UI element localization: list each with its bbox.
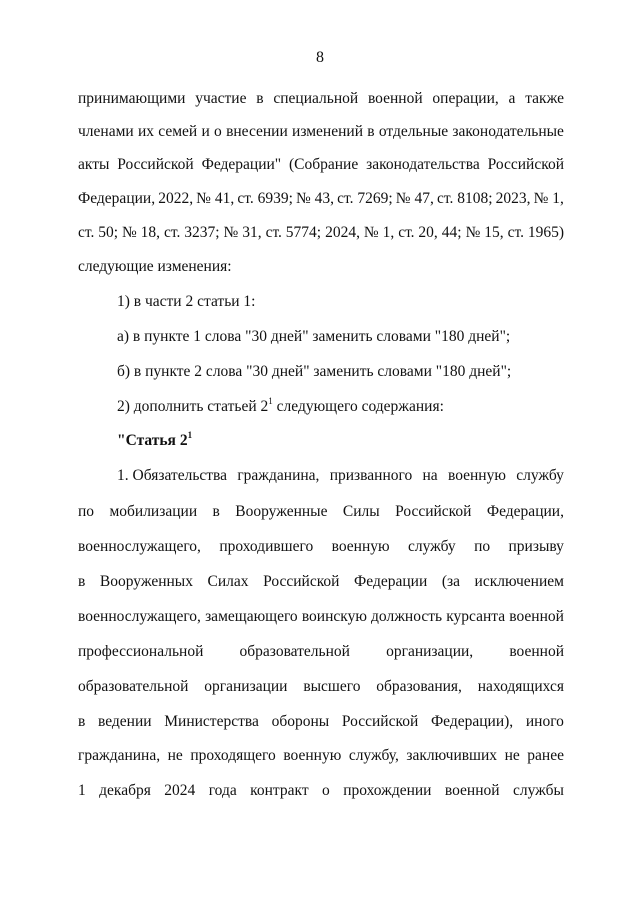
word: гражданина, bbox=[78, 747, 161, 764]
word: ст. 5774; bbox=[265, 224, 322, 241]
text-line-6: следующие изменения: bbox=[78, 258, 232, 275]
list-item-1: 1) в части 2 статьи 1: bbox=[117, 293, 256, 310]
word: также bbox=[525, 90, 564, 107]
word: обороны bbox=[271, 713, 330, 730]
word: Российской bbox=[341, 713, 419, 730]
text-line-18 bbox=[78, 677, 564, 697]
list-item-1a: а) в пункте 1 слова "30 дней" заменить словами "180 дней"; bbox=[117, 328, 511, 345]
word: в bbox=[256, 90, 264, 107]
word: ст. 6939; bbox=[237, 190, 293, 207]
text-line-3 bbox=[78, 155, 564, 175]
word: службу, bbox=[348, 747, 399, 764]
word: Вооруженных bbox=[99, 573, 193, 590]
word: иного bbox=[525, 713, 564, 730]
word: военной bbox=[367, 90, 423, 107]
word: 2024, bbox=[325, 224, 360, 241]
word: Федерации" bbox=[201, 156, 282, 173]
word: на bbox=[422, 467, 438, 484]
word: по bbox=[474, 538, 491, 555]
word: организации, bbox=[386, 643, 474, 660]
word: принимающими bbox=[78, 90, 186, 107]
word: внесении bbox=[226, 123, 288, 140]
text-line-14 bbox=[78, 537, 564, 557]
word: не bbox=[167, 747, 183, 764]
word: Вооруженные bbox=[235, 503, 328, 520]
word: 1. Обязательства bbox=[117, 467, 228, 484]
word: высшего bbox=[303, 678, 361, 695]
word: (за bbox=[441, 573, 460, 590]
word: № 18, bbox=[122, 224, 161, 241]
word: военную bbox=[447, 467, 506, 484]
word: Российской bbox=[395, 503, 472, 520]
word: Министерства bbox=[164, 713, 259, 730]
word: ст. 3237; bbox=[164, 224, 220, 241]
superscript: 1 bbox=[268, 395, 273, 406]
word: Федерации, bbox=[78, 190, 156, 207]
article-heading bbox=[117, 431, 564, 451]
text-line-2 bbox=[78, 122, 564, 142]
text-line-21 bbox=[78, 781, 564, 801]
word: Российской bbox=[117, 156, 194, 173]
word: декабря bbox=[99, 782, 151, 799]
list-item-2-text: 2) дополнить статьей 2 bbox=[117, 398, 269, 415]
word: законодательные bbox=[452, 123, 564, 140]
word: изменений bbox=[292, 123, 363, 140]
word: участие bbox=[195, 90, 247, 107]
word: образования, bbox=[376, 678, 462, 695]
word: о bbox=[322, 782, 330, 799]
word: заключивших bbox=[406, 747, 498, 764]
word: контракт bbox=[250, 782, 309, 799]
text-line-12 bbox=[117, 466, 564, 486]
word: Федерации, bbox=[486, 503, 564, 520]
word: призванного bbox=[329, 467, 413, 484]
article-heading-text: "Статья 2 bbox=[117, 432, 188, 449]
word: в bbox=[212, 503, 220, 520]
text-line-5 bbox=[78, 223, 564, 243]
word: ст. 50; bbox=[78, 224, 119, 241]
word: образовательной bbox=[78, 678, 189, 695]
word: службы bbox=[512, 782, 564, 799]
word: 2022, bbox=[158, 190, 194, 207]
word: № 43, bbox=[295, 190, 335, 207]
word: в bbox=[367, 123, 375, 140]
text-line-19 bbox=[78, 712, 564, 732]
word: курсанта bbox=[446, 608, 506, 625]
word: 44; bbox=[441, 224, 462, 241]
word: ст. 8108; bbox=[436, 190, 493, 207]
word: 2024 bbox=[164, 782, 196, 799]
word: в bbox=[78, 573, 86, 590]
word: должность bbox=[371, 608, 443, 625]
text-line-16 bbox=[78, 607, 564, 627]
list-item-1b: б) в пункте 2 слова "30 дней" заменить словами "180 дней"; bbox=[117, 363, 512, 380]
word: службу bbox=[407, 538, 456, 555]
word: а bbox=[508, 90, 516, 107]
word: образовательной bbox=[239, 643, 350, 660]
list-item-2 bbox=[117, 397, 564, 417]
word: военнослужащего, bbox=[78, 538, 201, 555]
word: службу bbox=[516, 467, 564, 484]
word: № 31, bbox=[223, 224, 262, 241]
word: военной bbox=[444, 782, 500, 799]
text-line-15 bbox=[78, 572, 564, 592]
word: мобилизации bbox=[109, 503, 198, 520]
word: в bbox=[78, 713, 86, 730]
word: Российской bbox=[263, 573, 340, 590]
word: 2023, bbox=[495, 190, 531, 207]
word: призыву bbox=[508, 538, 564, 555]
word: проходящего bbox=[190, 747, 276, 764]
word: проходившего bbox=[219, 538, 314, 555]
page-number: 8 bbox=[316, 49, 324, 66]
word: о bbox=[214, 123, 222, 140]
word: законодательства bbox=[366, 156, 480, 173]
word: членами bbox=[78, 123, 134, 140]
word: гражданина, bbox=[237, 467, 320, 484]
word: находящихся bbox=[477, 678, 564, 695]
word: ведении bbox=[98, 713, 152, 730]
word: не bbox=[504, 747, 520, 764]
word: Силы bbox=[342, 503, 380, 520]
word: года bbox=[208, 782, 237, 799]
word: специальной bbox=[273, 90, 359, 107]
word: военную bbox=[331, 538, 390, 555]
word: военной bbox=[509, 608, 564, 625]
word: операции, bbox=[432, 90, 499, 107]
word: замещающего bbox=[205, 608, 298, 625]
word: семей bbox=[158, 123, 198, 140]
word: № 1, bbox=[533, 190, 564, 207]
word: исключением bbox=[474, 573, 564, 590]
word: Федерации bbox=[354, 573, 428, 590]
word: Российской bbox=[487, 156, 564, 173]
word: № 15, bbox=[465, 224, 504, 241]
word: военнослужащего, bbox=[78, 608, 201, 625]
word: 1 bbox=[78, 782, 86, 799]
word: отдельные bbox=[378, 123, 449, 140]
word: военной bbox=[509, 643, 564, 660]
word: их bbox=[137, 123, 155, 140]
word: ранее bbox=[527, 747, 564, 764]
word: № 41, bbox=[196, 190, 235, 207]
word: и bbox=[201, 123, 210, 140]
word: по bbox=[78, 503, 95, 520]
text-line-1 bbox=[78, 89, 564, 109]
text-line-17 bbox=[78, 642, 564, 662]
text-line-4 bbox=[78, 189, 564, 209]
word: воинскую bbox=[301, 608, 367, 625]
list-item-2-text-end: следующего содержания: bbox=[272, 398, 444, 415]
word: ст. 1965) bbox=[507, 224, 564, 241]
word: № 47, bbox=[395, 190, 434, 207]
text-line-13 bbox=[78, 502, 564, 522]
text-line-20 bbox=[78, 746, 564, 766]
word: Силах bbox=[207, 573, 249, 590]
superscript: 1 bbox=[187, 429, 193, 440]
word: Федерации), bbox=[430, 713, 514, 730]
word: № 1, bbox=[363, 224, 395, 241]
word: акты bbox=[78, 156, 110, 173]
word: ст. 20, bbox=[398, 224, 438, 241]
word: военную bbox=[283, 747, 342, 764]
word: прохождении bbox=[343, 782, 432, 799]
word: ст. 7269; bbox=[337, 190, 393, 207]
word: организации bbox=[204, 678, 288, 695]
word: (Собрание bbox=[289, 156, 359, 173]
word: профессиональной bbox=[78, 643, 204, 660]
